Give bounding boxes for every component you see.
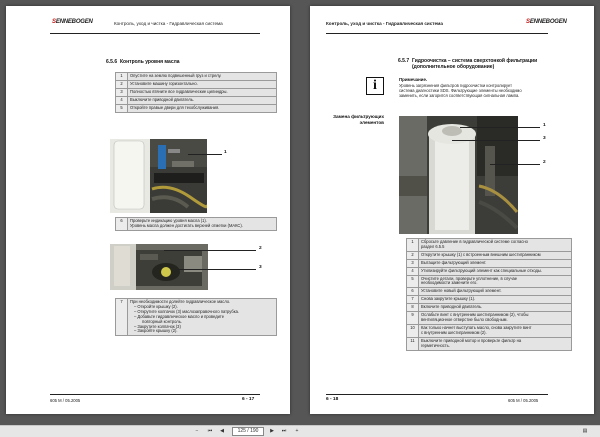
table-row: 6 Проверьте индикацию уровня масла (1). Уровень масла должен достигать верхней отметки (МАКС).: [116, 218, 277, 231]
callout-line-1: [188, 154, 222, 155]
left-header: [6, 18, 290, 32]
page-number: 6 - 18: [326, 397, 339, 402]
table-row: 2 Открутите крышку (1) с встроенным внешним шестигранником: [407, 251, 572, 259]
side-heading: Замена фильтрующих элементов: [333, 114, 384, 125]
toolbar-menu-icon[interactable]: ▤: [582, 428, 588, 434]
callout-1: 1: [543, 123, 546, 128]
steps-table-a: [115, 72, 277, 113]
oil-level-photo: [110, 139, 207, 213]
table-row: 7 Снова закрутите крышку (1).: [407, 296, 572, 304]
step-7-table: [115, 298, 277, 336]
prev-page-icon[interactable]: ◀: [220, 428, 224, 434]
table-row: 1 Сбросьте давление в гидравлической системе согласно раздел 6.5.5: [407, 239, 572, 252]
table-row: 10 Как только начнет выступать масло, снова закрутите винт с внутренним шестигранником (2).: [407, 324, 572, 337]
right-header: [310, 18, 594, 32]
callout-2: 2: [543, 160, 546, 165]
header-title: Контроль, уход и чистка - Гидравлическая система: [326, 21, 443, 26]
section-number: 6.5.6: [106, 59, 118, 65]
footer-code: 605 M / 05.2005: [508, 398, 539, 403]
note-body: Уровень загрязнения фильтров гидроочистки контролирует система диагностики SDS. Фильтрующие элементы необходимо заменить, если загорится соответствующая сигнальная лампа.: [399, 83, 522, 98]
table-row: 9 Ослабьте винт с внутренним шестигранником (2), чтобы вентиляционное отверстие было свободным.: [407, 312, 572, 325]
filter-illustration: [399, 116, 518, 234]
table-row: 8 Включите приводной двигатель.: [407, 304, 572, 312]
zoom-out-icon[interactable]: −: [195, 428, 199, 434]
footer-rule: [50, 394, 260, 395]
section-title: Контроль уровня масла: [120, 59, 180, 65]
header-rule: [50, 33, 260, 34]
last-page-icon[interactable]: ⏭: [281, 428, 287, 434]
first-page-icon[interactable]: ⏮: [207, 428, 213, 434]
table-row: 3 Полностью втяните все гидравлические цилиндры.: [116, 88, 277, 96]
callout-1: 1: [224, 150, 227, 155]
table-row: 11 Выключите приводной мотор и проверьте фильтр на герметичность.: [407, 337, 572, 350]
page-number: 6 - 17: [242, 397, 255, 402]
note-title: Примечание.: [399, 77, 428, 82]
viewer-toolbar: [0, 425, 600, 437]
footer-code: 605 M / 05.2005: [50, 398, 81, 403]
callout-line-2: [164, 250, 256, 251]
callout-line-3: [452, 140, 540, 141]
filter-photo: [399, 116, 518, 234]
info-icon: i: [366, 77, 384, 95]
table-row: 4 Утилизируйте фильтрующий элемент как специальные отходы.: [407, 267, 572, 275]
table-row: 1 Опустите на землю подвешенный груз и стрелу.: [116, 73, 277, 81]
table-row: 4 Выключите приводной двигатель.: [116, 96, 277, 104]
callout-line-1: [460, 127, 540, 128]
brand-logo: SENNEBOGEN: [52, 19, 93, 25]
section-title-line1: Гидроочистка – система сверхтонкой фильтрации: [412, 58, 538, 64]
table-row: 6 Установите новый фильтрующий элемент.: [407, 288, 572, 296]
section-title-line2: (дополнительное оборудование): [412, 64, 495, 70]
footer-rule: [326, 394, 548, 395]
callout-3: 3: [543, 136, 546, 141]
section-number: 6.5.7: [398, 58, 410, 64]
callout-line-3: [178, 269, 256, 270]
callout-2: 2: [259, 246, 262, 251]
callout-line-2: [490, 164, 540, 165]
table-row: 7 При необходимости долейте гидравлическое масло. – Откройте крышку (2). – Открутите колпачок (3) маслозаправочного патрубка. – Добавьте гидравлическое масло и проведите повторный контроль. – Закрутите колпачок (3) – Закройте крышку (2).: [116, 299, 277, 336]
steps-table-b: [406, 238, 572, 351]
page-number-input[interactable]: 125 / 190: [232, 427, 264, 436]
callout-3: 3: [259, 265, 262, 270]
table-row: 3 Вытащите фильтрующий элемент.: [407, 259, 572, 267]
table-row: 2 Установите машину горизонтально.: [116, 80, 277, 88]
table-row: 5 Очистите детали, проверьте уплотнение, в случае необходимости замените его.: [407, 275, 572, 288]
oil-level-illustration: [110, 139, 207, 213]
header-rule: [326, 33, 548, 34]
step-6-table: [115, 217, 277, 231]
header-title: Контроль, уход и чистка - Гидравлическая система: [114, 21, 223, 26]
brand-logo: SENNEBOGEN: [526, 19, 567, 25]
next-page-icon[interactable]: ▶: [270, 428, 274, 434]
right-page: [310, 6, 594, 414]
left-page: [6, 6, 290, 414]
zoom-in-icon[interactable]: +: [295, 428, 299, 434]
table-row: 5 Откройте правые двери для техобслуживания.: [116, 104, 277, 112]
